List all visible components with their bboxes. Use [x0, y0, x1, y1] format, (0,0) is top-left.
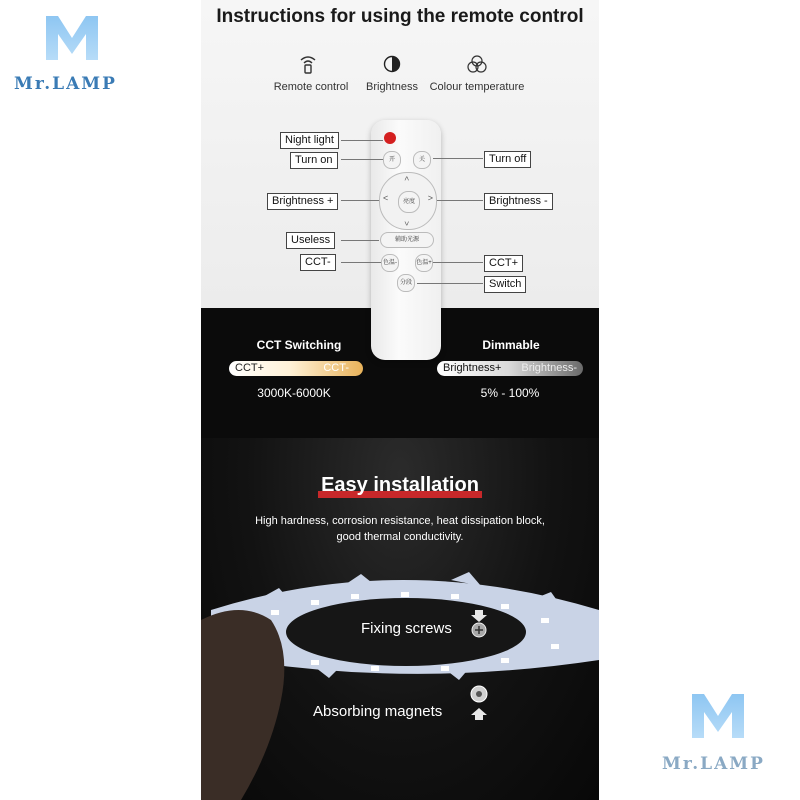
callout-line: [437, 200, 483, 201]
callout-brightness-minus: Brightness -: [484, 193, 553, 210]
install-desc-line2: good thermal conductivity.: [336, 531, 464, 543]
product-panel: [201, 0, 599, 800]
callout-switch: Switch: [484, 276, 526, 293]
callout-line: [341, 200, 379, 201]
remote-control: [371, 120, 441, 360]
logo-m-icon: [688, 690, 748, 740]
logo-text: Mr.LAMP: [14, 74, 117, 94]
install-desc-line1: High hardness, corrosion resistance, heat dissipation block,: [255, 515, 545, 527]
fixing-screw-icon: [469, 610, 489, 640]
dimmable-range: 5% - 100%: [480, 386, 540, 400]
callout-night-light: Night light: [280, 132, 339, 149]
cct-plus-button[interactable]: 色温+: [415, 254, 433, 272]
chevron-left-icon: <: [383, 193, 389, 203]
chevron-up-icon: <: [401, 176, 411, 181]
callout-line: [341, 262, 381, 263]
logo-m-icon: [42, 12, 102, 62]
callout-cct-plus: CCT+: [484, 255, 523, 272]
turn-off-button[interactable]: 关: [413, 151, 431, 169]
dimmable-bar-right: Brightness-: [521, 362, 577, 374]
night-light-button[interactable]: [384, 132, 396, 144]
logo-text: Mr.LAMP: [662, 754, 765, 774]
cct-range: 3000K-6000K: [257, 386, 331, 400]
cct-minus-button[interactable]: 色温-: [381, 254, 399, 272]
cct-bar: [229, 361, 363, 376]
callout-line: [341, 159, 383, 160]
remote-control-label: Remote control: [273, 81, 349, 93]
callout-line: [341, 240, 379, 241]
callout-line: [417, 283, 483, 284]
callout-line: [433, 262, 483, 263]
colour-temperature-icon: [467, 54, 487, 74]
chevron-right-icon: >: [427, 193, 433, 203]
hand-illustration: [201, 590, 311, 800]
cct-title: CCT Switching: [256, 338, 342, 352]
brightness-icon: [383, 55, 401, 73]
dimmable-bar: [437, 361, 583, 376]
brightness-label: Brightness: [366, 81, 418, 93]
brightness-center-button[interactable]: 亮度: [398, 191, 420, 213]
absorbing-magnets-label: Absorbing magnets: [313, 703, 443, 720]
install-title: Easy installation: [321, 474, 479, 496]
colour-temperature-label: Colour temperature: [429, 81, 525, 93]
callout-useless: Useless: [286, 232, 335, 249]
dimmable-bar-left: Brightness+: [443, 362, 502, 374]
switch-button[interactable]: 分段: [397, 274, 415, 292]
callout-turn-on: Turn on: [290, 152, 338, 169]
cct-bar-left: CCT+: [235, 362, 265, 374]
callout-line: [433, 158, 483, 159]
remote-signal-icon: [299, 54, 317, 74]
page-title: Instructions for using the remote control: [216, 6, 584, 27]
magnet-icon: [469, 684, 489, 724]
cct-bar-right: CCT-: [323, 362, 349, 374]
callout-turn-off: Turn off: [484, 151, 531, 168]
turn-on-button[interactable]: 开: [383, 151, 401, 169]
brightness-dial[interactable]: [379, 172, 437, 230]
aux-light-button[interactable]: 辅助光源: [380, 232, 434, 248]
fixing-screws-label: Fixing screws: [361, 620, 452, 637]
callout-line: [341, 140, 383, 141]
dimmable-title: Dimmable: [482, 338, 540, 352]
callout-brightness-plus: Brightness +: [267, 193, 338, 210]
chevron-down-icon: >: [401, 221, 411, 226]
callout-cct-minus: CCT-: [300, 254, 336, 271]
